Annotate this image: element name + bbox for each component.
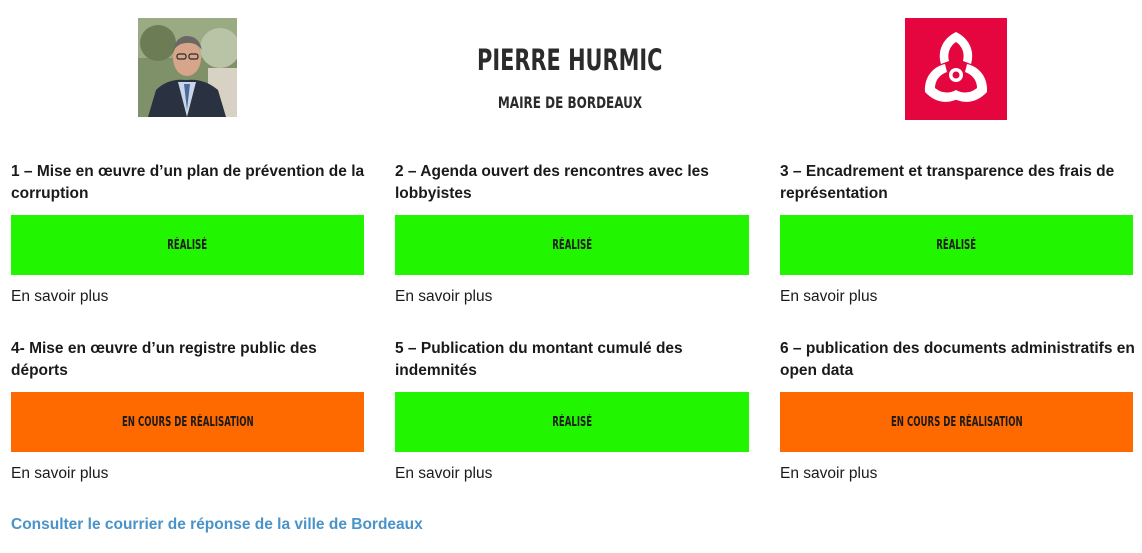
commitment-title: 5 – Publication du montant cumulé des indemnités — [395, 340, 683, 379]
status-label: RÉALISÉ — [552, 237, 592, 253]
status-badge — [395, 392, 749, 452]
status-label: RÉALISÉ — [552, 414, 592, 430]
mayor-header — [0, 0, 1142, 125]
status-badge — [780, 215, 1133, 275]
status-label: EN COURS DE RÉALISATION — [121, 414, 254, 430]
commitment-title: 6 – publication des documents administratifs en open data — [780, 340, 1135, 379]
learn-more-link[interactable]: En savoir plus — [780, 288, 878, 305]
status-badge — [395, 215, 749, 275]
status-label: RÉALISÉ — [936, 237, 977, 253]
status-badge — [11, 392, 364, 452]
response-letter-link[interactable]: Consulter le courrier de réponse de la ville de Bordeaux — [11, 516, 423, 533]
learn-more-link[interactable]: En savoir plus — [11, 465, 109, 482]
mayor-portrait — [138, 18, 237, 117]
learn-more-link[interactable]: En savoir plus — [395, 288, 493, 305]
learn-more-link[interactable]: En savoir plus — [780, 465, 878, 482]
commitment-title: 2 – Agenda ouvert des rencontres avec les lobbyistes — [395, 163, 709, 202]
anticor-logo-icon — [905, 18, 1007, 120]
status-label: EN COURS DE RÉALISATION — [890, 414, 1023, 430]
learn-more-link[interactable]: En savoir plus — [11, 288, 109, 305]
status-badge — [11, 215, 364, 275]
learn-more-link[interactable]: En savoir plus — [395, 465, 493, 482]
commitment-title: 1 – Mise en œuvre d’un plan de prévention de la corruption — [11, 163, 365, 202]
mayor-identity — [420, 38, 720, 114]
mayor-title: MAIRE DE BORDEAUX — [497, 93, 643, 112]
status-badge — [780, 392, 1133, 452]
commitment-title: 4- Mise en œuvre d’un registre public des déports — [11, 340, 317, 379]
commitment-title: 3 – Encadrement et transparence des frais de représentation — [780, 163, 1115, 202]
mayor-name: PIERRE HURMIC — [477, 43, 663, 77]
status-label: RÉALISÉ — [167, 237, 208, 253]
